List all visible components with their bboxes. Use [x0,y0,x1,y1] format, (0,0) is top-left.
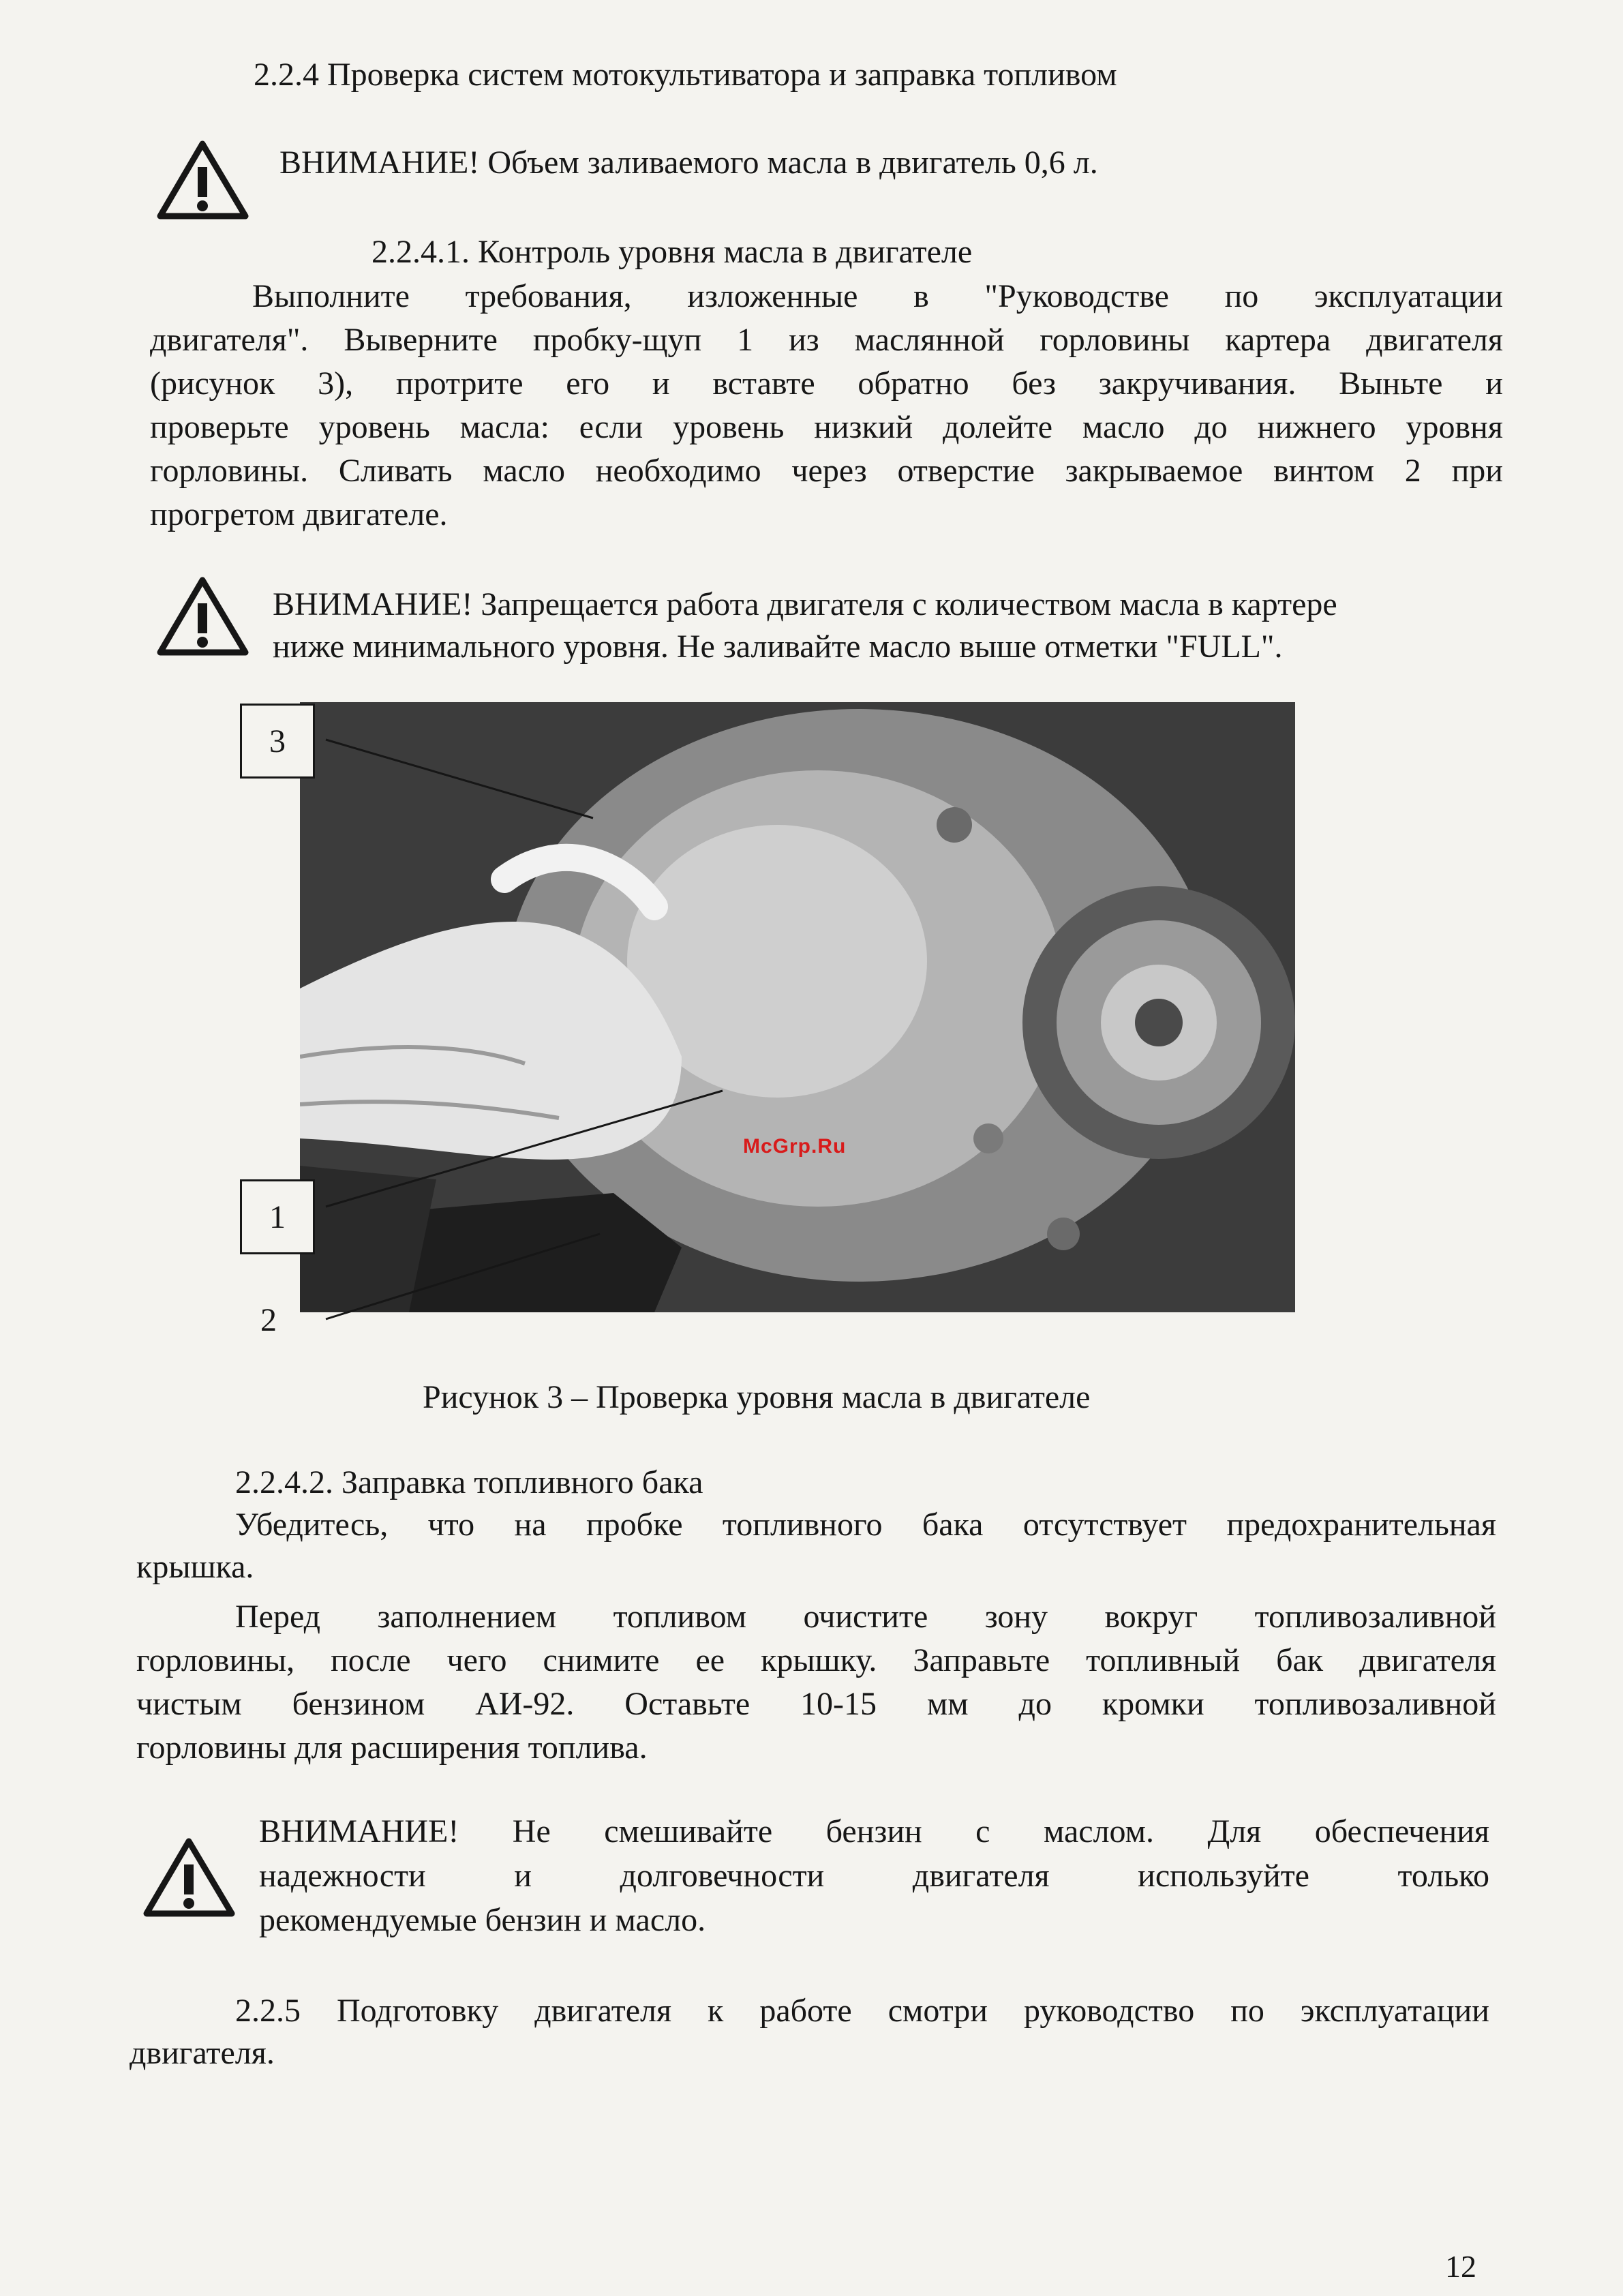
word: 10-15 [800,1686,877,1722]
word: долейте [943,409,1053,445]
word: вокруг [1104,1599,1198,1635]
warning-min-oil-line1: ВНИМАНИЕ! Запрещается работа двигателя с количеством масла в картере [273,586,1337,622]
word: бензин [825,1813,922,1849]
word: Убедитесь, [235,1507,389,1543]
word: крышку. [761,1642,877,1678]
word: и [514,1858,532,1894]
word: если [579,409,643,445]
word: двигателя [1366,322,1503,358]
word: заполнением [377,1599,557,1635]
word: винтом [1273,453,1374,489]
word: картера [1225,322,1331,358]
paragraph-line: крышка. [136,1549,254,1585]
word: эксплуатации [1300,1993,1489,2029]
word: без [1012,365,1056,402]
word: необходимо [595,453,761,489]
word: 1 [737,322,754,358]
word: снимите [543,1642,660,1678]
word: топливозаливной [1254,1686,1496,1722]
word: чистым [136,1686,242,1722]
word: к [708,1993,724,2029]
word: руководство [1023,1993,1195,2029]
word: чего [446,1642,507,1678]
word: кромки [1102,1686,1204,1722]
paragraph-line [136,1682,1496,1726]
word: с [975,1813,990,1849]
word: используйте [1138,1858,1309,1894]
section-title: 2.2.4 Проверка систем мотокультиватора и заправка топливом [254,57,1117,93]
engine-photo [300,702,1295,1312]
paragraph-line [235,1503,1496,1547]
paragraph-line [235,1595,1496,1639]
word: Выверните [344,322,498,358]
word: двигателя [1359,1642,1496,1678]
word: закрываемое [1065,453,1243,489]
word: и [652,365,670,402]
paragraph-line [150,362,1503,406]
callout-2: 2 [260,1302,277,1338]
word: что [427,1507,475,1543]
word: по [1230,1993,1264,2029]
warning-triangle-icon [157,140,249,220]
word: топливный [1086,1642,1241,1678]
word: масло [483,453,565,489]
word: "Руководстве [984,278,1169,314]
warning-oil-volume: ВНИМАНИЕ! Объем заливаемого масла в двигатель 0,6 л. [279,145,1098,181]
paragraph-line: двигателя. [130,2035,275,2071]
word: 3), [318,365,354,402]
word: эксплуатации [1314,278,1503,314]
word: на [514,1507,547,1543]
word: 2 [1404,453,1421,489]
paragraph-line: горловины для расширения топлива. [136,1729,648,1766]
word: проверьте [150,409,289,445]
word: Выполните [252,278,410,314]
word: вставте [712,365,815,402]
word: протрите [395,365,524,402]
word: Заправьте [913,1642,1050,1678]
word: мм [926,1686,969,1722]
word: низкий [814,409,913,445]
word: через [791,453,867,489]
word: закручивания. [1098,365,1296,402]
word: по [1224,278,1259,314]
word: в [913,278,929,314]
word: маслом. [1043,1813,1155,1849]
subsection-oil-level-title: 2.2.4.1. Контроль уровня масла в двигателе [371,234,973,270]
paragraph-line [150,406,1503,449]
word: горловины [1040,322,1190,358]
word: Сливать [338,453,453,489]
word: после [331,1642,411,1678]
word: работе [759,1993,852,2029]
word: Перед [235,1599,321,1635]
word: требования, [465,278,632,314]
warning-triangle-icon [143,1837,235,1918]
word: (рисунок [150,365,275,402]
word: 2.2.5 [235,1993,301,2029]
word: АИ-92. [475,1686,575,1722]
word: обратно [858,365,969,402]
paragraph-line [150,449,1503,493]
word: двигателя". [150,322,309,358]
word: горловины, [136,1642,295,1678]
word: изложенные [687,278,858,314]
callout-3: 3 [240,704,315,779]
callout-1: 1 [240,1179,315,1254]
word: надежности [259,1858,426,1894]
page-number: 12 [1445,2249,1476,2284]
word: нижнего [1257,409,1376,445]
word: уровень [318,409,430,445]
paragraph-line [252,275,1503,318]
engine-illustration [300,702,1295,1312]
paragraph-line: прогретом двигателе. [150,496,448,532]
word: уровень [673,409,785,445]
word: только [1397,1858,1489,1894]
paragraph-line [259,1810,1489,1854]
word: до [1194,409,1228,445]
paragraph-line [259,1854,1489,1898]
warning-line: рекомендуемые бензин и масло. [259,1902,706,1938]
word: долговечности [620,1858,825,1894]
word: отверстие [897,453,1035,489]
word: горловины. [150,453,309,489]
word: его [566,365,610,402]
word: топливного [722,1507,883,1543]
word: двигателя [534,1993,672,2029]
word: из [789,322,819,358]
word: бензином [292,1686,425,1722]
word: ВНИМАНИЕ! [259,1813,459,1849]
word: пробке [586,1507,683,1543]
paragraph-line [235,1989,1489,2033]
word: смешивайте [604,1813,773,1849]
word: двигателя [912,1858,1050,1894]
word: ее [695,1642,725,1678]
paragraph-line [136,1639,1496,1682]
word: и [1485,365,1503,402]
word: масло [1082,409,1165,445]
word: бака [922,1507,984,1543]
figure-caption: Рисунок 3 – Проверка уровня масла в двигателе [423,1379,1091,1415]
word: уровня [1406,409,1503,445]
word: бак [1276,1642,1324,1678]
word: зону [984,1599,1048,1635]
word: очистите [803,1599,928,1635]
paragraph-line [150,318,1503,362]
word: Не [512,1813,551,1849]
word: маслянной [854,322,1005,358]
subsection-fuel-title: 2.2.4.2. Заправка топливного бака [235,1464,703,1500]
word: пробку-щуп [532,322,702,358]
word: Для [1207,1813,1262,1849]
word: Оставьте [624,1686,750,1722]
word: смотри [888,1993,988,2029]
word: отсутствует [1022,1507,1187,1543]
word: топливозаливной [1254,1599,1496,1635]
word: обеспечения [1314,1813,1489,1849]
word: масла: [459,409,549,445]
word: предохранительная [1226,1507,1496,1543]
warning-triangle-icon [157,576,249,656]
word: Подготовку [336,1993,499,2029]
warning-min-oil-line2: ниже минимального уровня. Не заливайте масло выше отметки "FULL". [273,629,1283,665]
watermark: McGrp.Ru [743,1135,847,1158]
word: Выньте [1339,365,1443,402]
word: при [1451,453,1503,489]
word: до [1018,1686,1052,1722]
word: топливом [613,1599,747,1635]
